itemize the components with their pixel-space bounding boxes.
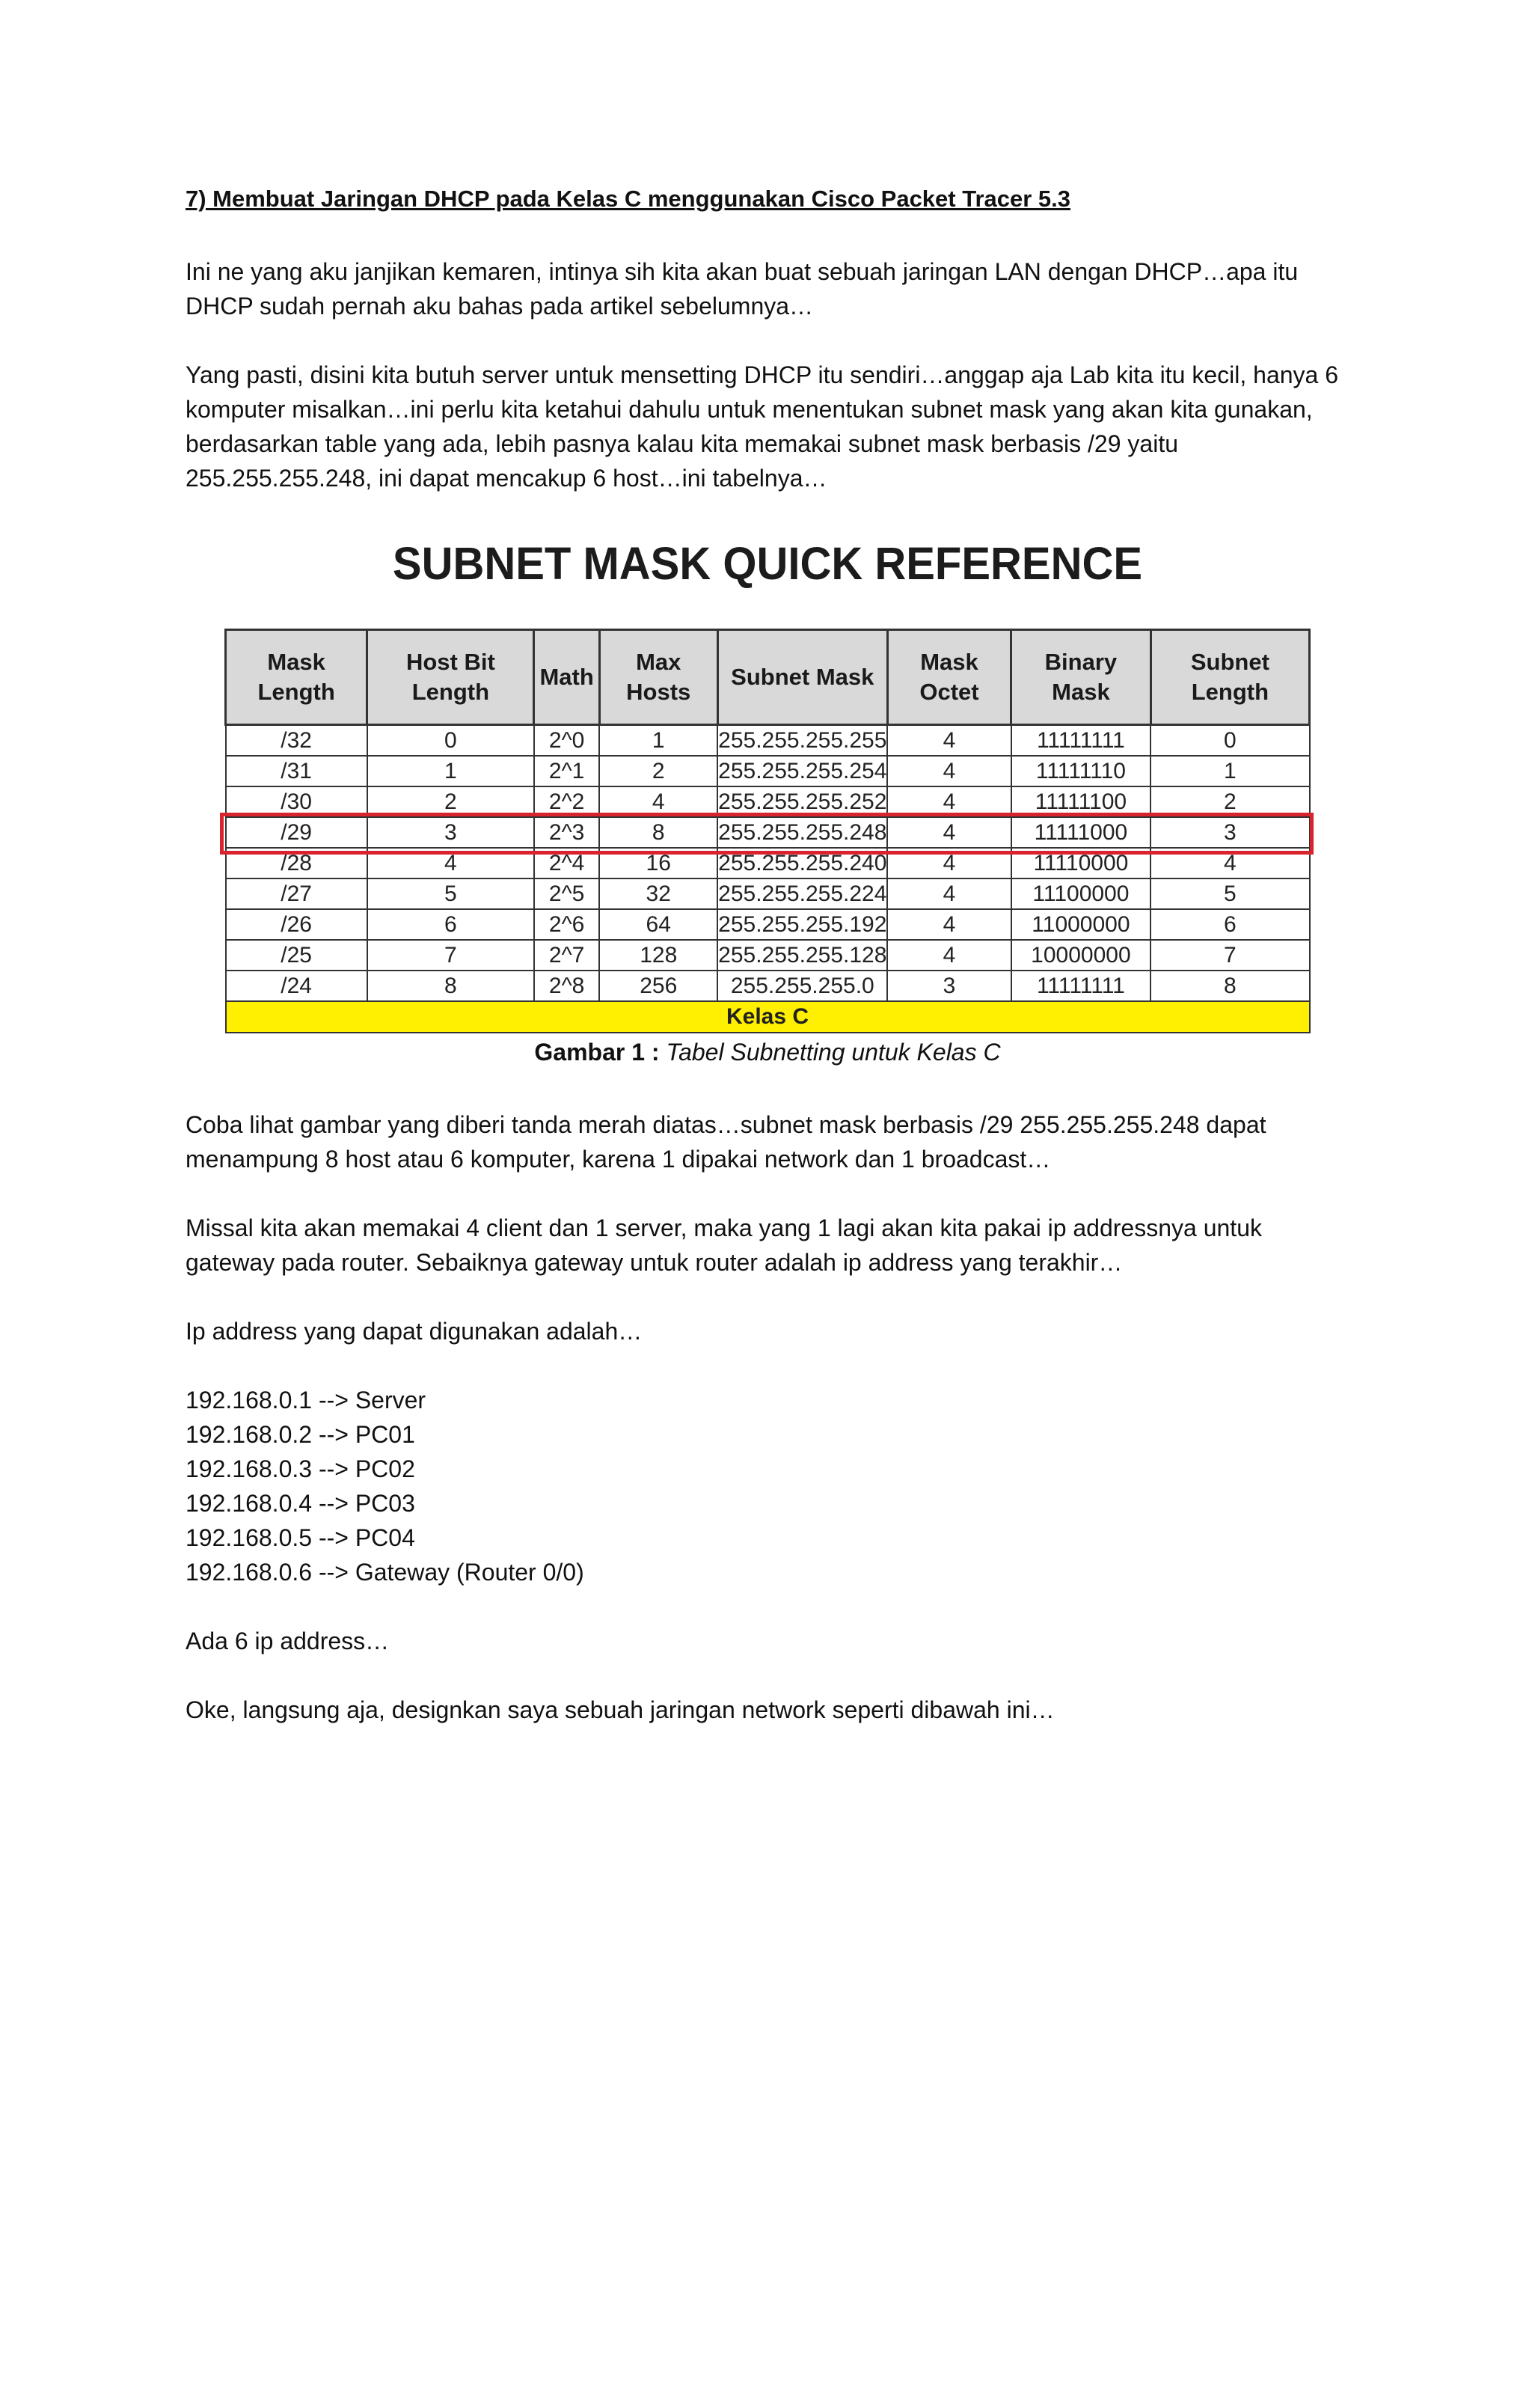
table-row <box>226 878 1310 909</box>
table-cell: 64 <box>599 909 717 940</box>
table-cell: 255.255.255.240 <box>717 848 887 878</box>
table-cell: 3 <box>367 817 534 848</box>
table-cell: 6 <box>367 909 534 940</box>
table-row <box>226 971 1310 1001</box>
table-cell: 4 <box>599 786 717 817</box>
table-row <box>226 940 1310 971</box>
table-cell: 2^1 <box>534 756 599 786</box>
table-cell: 2^4 <box>534 848 599 878</box>
table-cell: 11110000 <box>1011 848 1151 878</box>
table-cell: 10000000 <box>1011 940 1151 971</box>
figure-title: SUBNET MASK QUICK REFERENCE <box>392 538 1143 590</box>
table-cell: 4 <box>887 848 1011 878</box>
table-body <box>226 725 1310 1033</box>
table-cell: 255.255.255.0 <box>717 971 887 1001</box>
paragraph-explanation: Coba lihat gambar yang diberi tanda merah diatas…subnet mask berbasis /29 255.255.255.248 dapat menampung 8 host atau 6 komputer, karena 1 dipakai network dan 1 broadcast… <box>186 1111 1266 1173</box>
table-cell: 2^2 <box>534 786 599 817</box>
table-cell: 4 <box>887 940 1011 971</box>
table-cell: 255.255.255.128 <box>717 940 887 971</box>
list-item: 192.168.0.5 --> PC04 <box>186 1524 415 1551</box>
table-cell: 4 <box>887 878 1011 909</box>
table-cell: /28 <box>226 848 367 878</box>
table-cell: 32 <box>599 878 717 909</box>
table-cell: 11111111 <box>1011 725 1151 757</box>
table-cell: 2^5 <box>534 878 599 909</box>
table-cell: 4 <box>367 848 534 878</box>
table-cell: /32 <box>226 725 367 757</box>
table-cell: 11111110 <box>1011 756 1151 786</box>
table-cell: 4 <box>1150 848 1309 878</box>
list-item: 192.168.0.1 --> Server <box>186 1387 426 1414</box>
table-cell: 255.255.255.254 <box>717 756 887 786</box>
table-cell: 6 <box>1150 909 1309 940</box>
table-cell: 1 <box>367 756 534 786</box>
table-cell: 11000000 <box>1011 909 1151 940</box>
table-cell: 8 <box>367 971 534 1001</box>
table-cell: 255.255.255.252 <box>717 786 887 817</box>
table-cell: 128 <box>599 940 717 971</box>
table-cell: 8 <box>599 817 717 848</box>
table-cell: /26 <box>226 909 367 940</box>
table-cell: 2 <box>599 756 717 786</box>
table-cell: /31 <box>226 756 367 786</box>
table-cell: 7 <box>367 940 534 971</box>
paragraph-ip-count: Ada 6 ip address… <box>186 1628 390 1654</box>
paragraph-intro: Ini ne yang aku janjikan kemaren, intinya sih kita akan buat sebuah jaringan LAN dengan DHCP…apa itu DHCP sudah pernah aku bahas pada artikel sebelumnya… <box>186 258 1299 320</box>
table-cell: 5 <box>367 878 534 909</box>
list-item: 192.168.0.3 --> PC02 <box>186 1455 415 1482</box>
table-cell: 0 <box>1150 725 1309 757</box>
list-item: 192.168.0.4 --> PC03 <box>186 1490 415 1517</box>
table-cell: 2^0 <box>534 725 599 757</box>
table-cell: 11111000 <box>1011 817 1151 848</box>
table-row <box>226 725 1310 757</box>
table-cell: /24 <box>226 971 367 1001</box>
table-cell: 255.255.255.255 <box>717 725 887 757</box>
table-cell: 11111111 <box>1011 971 1151 1001</box>
header-cell: Mask Octet <box>887 630 1011 725</box>
header-cell: Binary Mask <box>1011 630 1151 725</box>
caption-text: Tabel Subnetting untuk Kelas C <box>666 1039 1001 1066</box>
table-cell: /25 <box>226 940 367 971</box>
caption-label: Gambar 1 : <box>534 1039 660 1066</box>
table-cell: /30 <box>226 786 367 817</box>
table-cell: 255.255.255.224 <box>717 878 887 909</box>
section-heading: 7) Membuat Jaringan DHCP pada Kelas C menggunakan Cisco Packet Tracer 5.3 <box>186 186 1071 212</box>
table-cell: 2 <box>1150 786 1309 817</box>
table-cell: 3 <box>1150 817 1309 848</box>
highlight-box-29 <box>220 813 1314 855</box>
table-footer-row <box>226 1001 1310 1033</box>
table-cell: 8 <box>1150 971 1309 1001</box>
table-row <box>226 909 1310 940</box>
table-cell: 3 <box>887 971 1011 1001</box>
table-cell: 4 <box>887 909 1011 940</box>
header-cell: Math <box>534 630 599 725</box>
table-cell: 4 <box>887 786 1011 817</box>
list-item: 192.168.0.2 --> PC01 <box>186 1421 415 1448</box>
table-cell: 11111100 <box>1011 786 1151 817</box>
table-cell: 255.255.255.192 <box>717 909 887 940</box>
header-cell: Subnet Mask <box>717 630 887 725</box>
table-cell: 2 <box>367 786 534 817</box>
table-cell: 4 <box>887 756 1011 786</box>
header-cell: Mask Length <box>226 630 367 725</box>
table-cell: 7 <box>1150 940 1309 971</box>
table-cell: 16 <box>599 848 717 878</box>
table-cell: 1 <box>1150 756 1309 786</box>
table-cell: 1 <box>599 725 717 757</box>
table-header-row <box>226 630 1310 725</box>
figure-caption <box>223 1039 1312 1066</box>
header-cell: Host Bit Length <box>367 630 534 725</box>
table-cell: 2^6 <box>534 909 599 940</box>
paragraph-gateway: Missal kita akan memakai 4 client dan 1 server, maka yang 1 lagi akan kita pakai ip addressnya untuk gateway pada router. Sebaiknya gateway untuk router adalah ip address yang terakhir… <box>186 1214 1262 1276</box>
table-cell: 11100000 <box>1011 878 1151 909</box>
table-cell: /27 <box>226 878 367 909</box>
header-cell: Subnet Length <box>1150 630 1309 725</box>
footer-cell: Kelas C <box>226 1001 1310 1033</box>
table-cell: 4 <box>887 725 1011 757</box>
paragraph-ip-intro: Ip address yang dapat digunakan adalah… <box>186 1318 643 1345</box>
table-row <box>226 756 1310 786</box>
ip-address-list <box>186 1383 1352 1589</box>
list-item: 192.168.0.6 --> Gateway (Router 0/0) <box>186 1559 584 1586</box>
table-cell: 0 <box>367 725 534 757</box>
paragraph-subnet-choice: Yang pasti, disini kita butuh server untuk mensetting DHCP itu sendiri…anggap aja Lab kita itu kecil, hanya 6 komputer misalkan…ini perlu kita ketahui dahulu untuk menentukan subnet mask yang akan kita gunakan, berdasarkan table yang ada, lebih pasnya kalau kita memakai subnet mask berbasis /29 yaitu 255.255.255.248, ini dapat mencakup 6 host…ini tabelnya… <box>186 361 1339 492</box>
table-cell: 4 <box>887 817 1011 848</box>
table-cell: /29 <box>226 817 367 848</box>
table-cell: 2^3 <box>534 817 599 848</box>
table-cell: 2^7 <box>534 940 599 971</box>
paragraph-design: Oke, langsung aja, designkan saya sebuah jaringan network seperti dibawah ini… <box>186 1696 1055 1723</box>
table-cell: 5 <box>1150 878 1309 909</box>
table-cell: 256 <box>599 971 717 1001</box>
table-cell: 2^8 <box>534 971 599 1001</box>
table-cell: 255.255.255.248 <box>717 817 887 848</box>
header-cell: Max Hosts <box>599 630 717 725</box>
